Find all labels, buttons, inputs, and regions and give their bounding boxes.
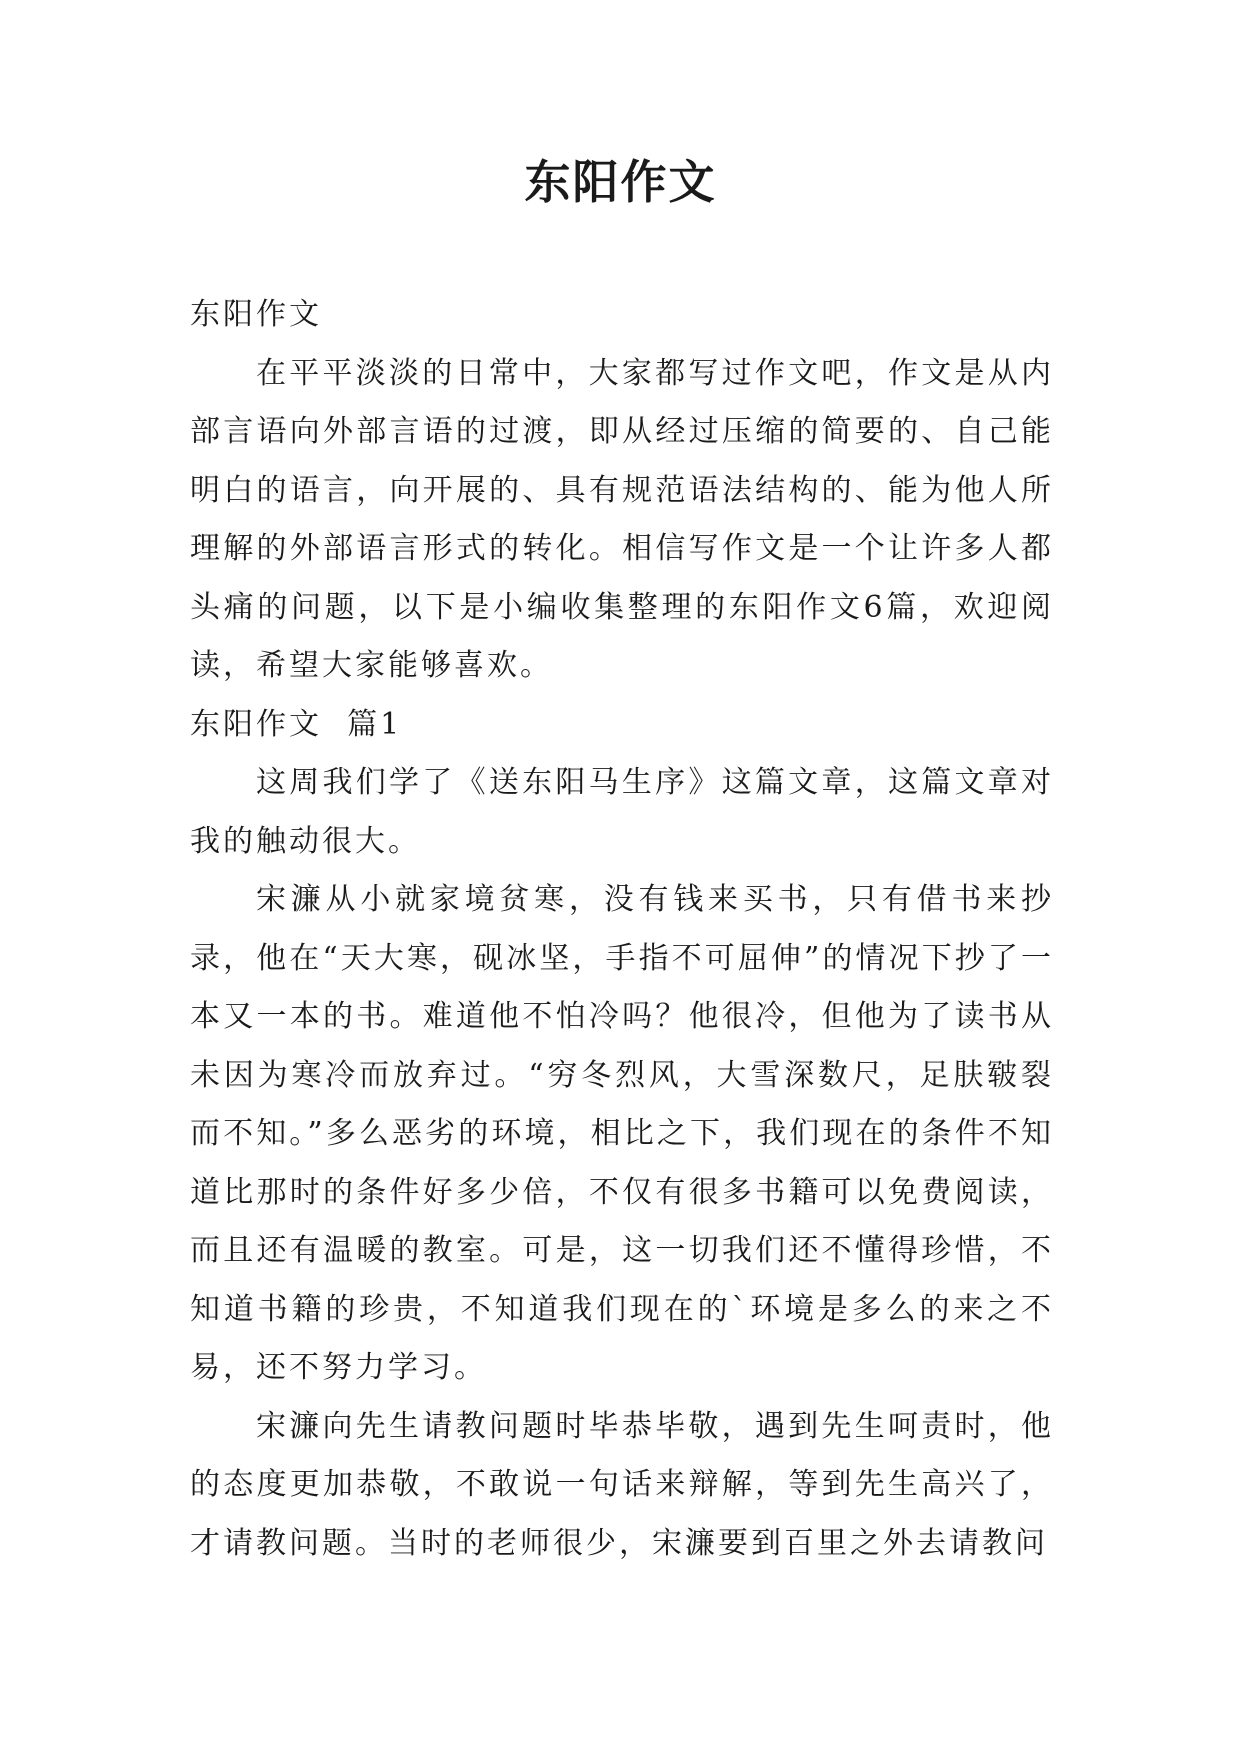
body-paragraph-3: 宋濂向先生请教问题时毕恭毕敬，遇到先生呵责时，他的态度更加恭敬，不敢说一句话来辩解，等到先生高兴了，才请教问题。当时的老师很少，宋濂要到百里之外去请教问: [190, 1408, 1054, 1561]
intro-paragraph: 在平平淡淡的日常中，大家都写过作文吧，作文是从内部言语向外部言语的过渡，即从经过压缩的简要的、自己能明白的语言，向开展的、具有规范语法结构的、能为他人所理解的外部语言形式的转化。相信写作文是一个让许多人都头痛的问题，以下是小编收集整理的东阳作文6篇，欢迎阅读，希望大家能够喜欢。: [190, 355, 1054, 683]
intro-heading: 东阳作文: [190, 297, 322, 332]
document-body: [190, 286, 1054, 1573]
document-title: 东阳作文: [524, 155, 717, 209]
body-paragraph-2: 宋濂从小就家境贫寒，没有钱来买书，只有借书来抄录，他在“天大寒，砚冰坚，手指不可屈伸”的情况下抄了一本又一本的书。难道他不怕冷吗？他很冷，但他为了读书从未因为寒冷而放弃过。“穷冬烈风，大雪深数尺，足肤皲裂而不知。”多么恶劣的环境，相比之下，我们现在的条件不知道比那时的条件好多少倍，不仅有很多书籍可以免费阅读，而且还有温暖的教室。可是，这一切我们还不懂得珍惜，不知道书籍的珍贵，不知道我们现在的`环境是多么的来之不易，还不努力学习。: [190, 882, 1054, 1385]
section-heading-1: 东阳作文 篇1: [190, 706, 403, 742]
body-paragraph-1: 这周我们学了《送东阳马生序》这篇文章，这篇文章对我的触动很大。: [190, 765, 1054, 859]
